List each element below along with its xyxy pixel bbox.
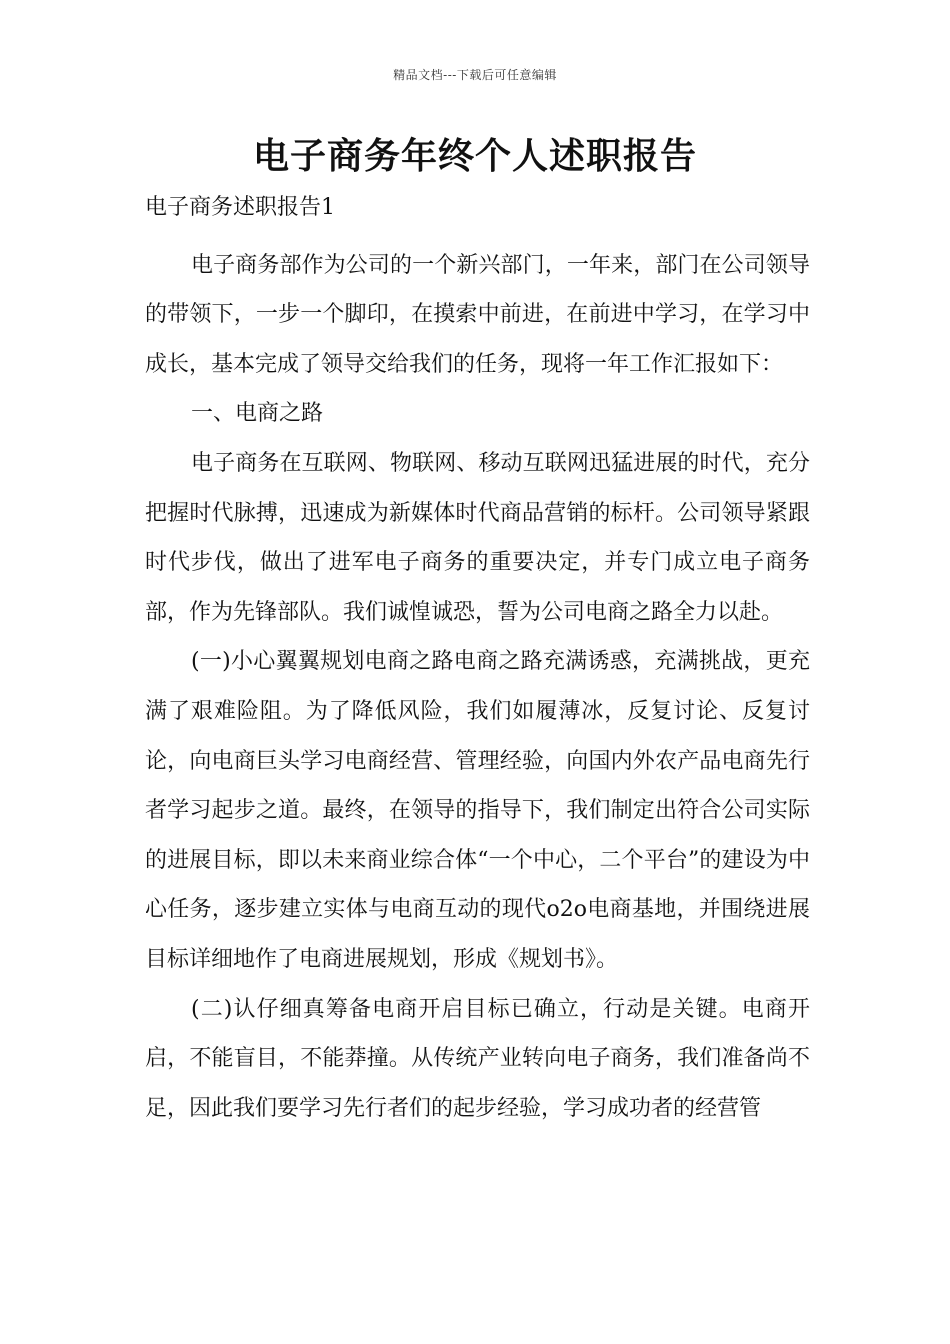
document-subtitle: 电子商务述职报告1 [145, 195, 335, 220]
header-note: 精品文档---下载后可任意编辑 [393, 68, 557, 82]
paragraph-section-1: 电子商务在互联网、物联网、移动互联网迅猛进展的时代，充分把握时代脉搏，迅速成为新媒体时代商品营销的标杆。公司领导紧跟时代步伐，做出了进军电子商务的重要决定，并专门成立电子商务部，作为先锋部队。我们诚惶诚恐，誓为公司电商之路全力以赴。 [145, 450, 810, 625]
paragraph-subsection-2: (二)认仔细真筹备电商开启目标已确立，行动是关键。电商开启，不能盲目，不能莽撞。从传统产业转向电子商务，我们准备尚不足，因此我们要学习先行者们的起步经验，学习成功者的经营管 [145, 996, 810, 1121]
paragraph-intro: 电子商务部作为公司的一个新兴部门，一年来，部门在公司领导的带领下，一步一个脚印，在摸索中前进，在前进中学习，在学习中成长，基本完成了领导交给我们的任务，现将一年工作汇报如下： [145, 252, 810, 377]
section-heading-1: 一、电商之路 [191, 401, 324, 427]
document-body [145, 183, 810, 1133]
paragraph-subsection-1: (一)小心翼翼规划电商之路电商之路充满诱惑，充满挑战，更充满了艰难险阻。为了降低风险，我们如履薄冰，反复讨论、反复讨论，向电商巨头学习电商经营、管理经验，向国内外农产品电商先行者学习起步之道。最终，在领导的指导下，我们制定出符合公司实际的进展目标，即以未来商业综合体“一个中心，二个平台”的建设为中心任务，逐步建立实体与电商互动的现代o2o电商基地，并围绕进展目标详细地作了电商进展规划，形成《规划书》。 [145, 649, 810, 972]
document-title: 电子商务年终个人述职报告 [252, 135, 697, 177]
